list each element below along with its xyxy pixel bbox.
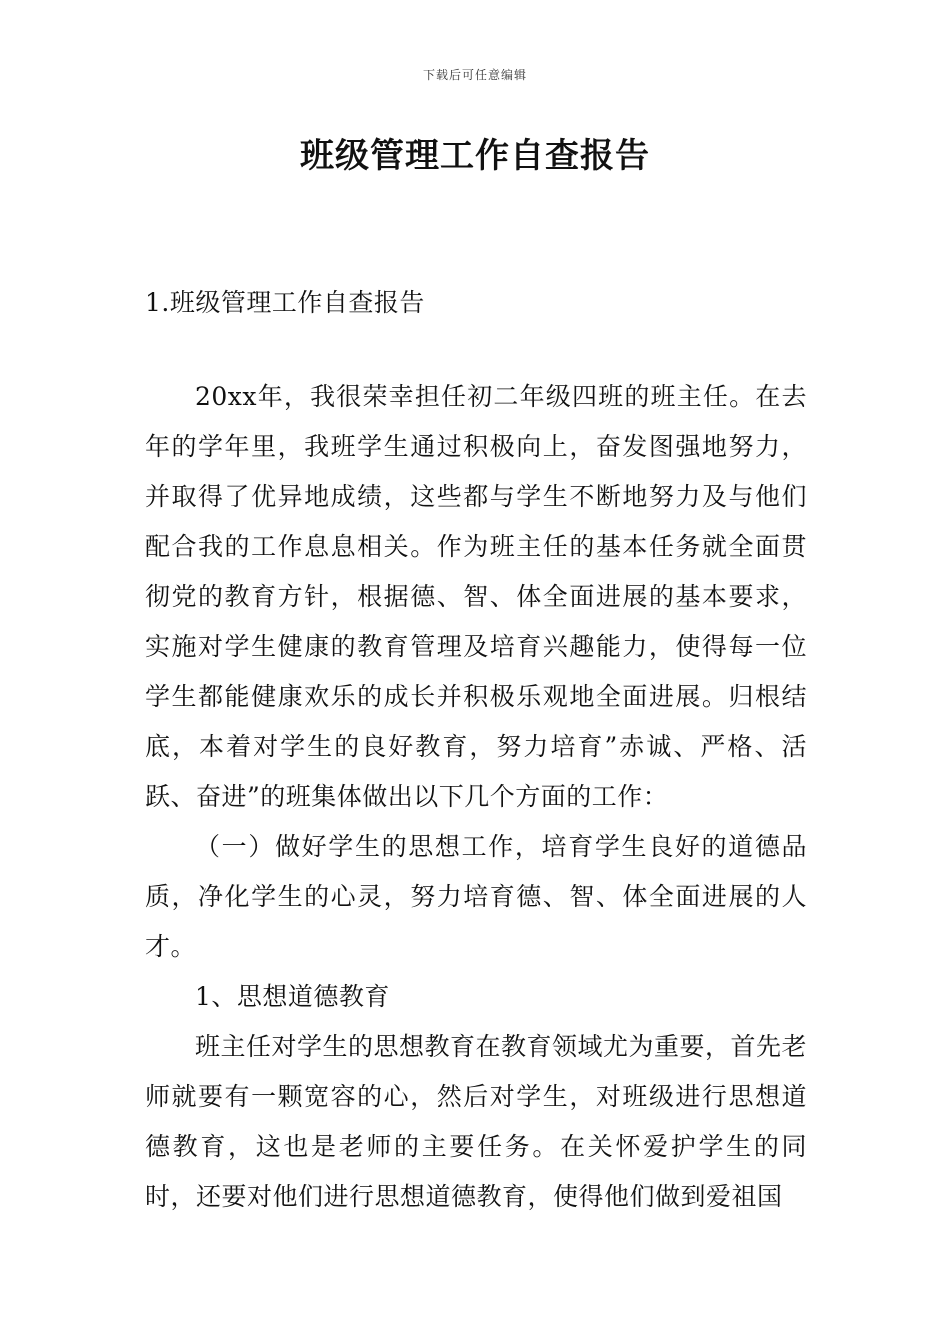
document-title: 班级管理工作自查报告 xyxy=(300,136,650,176)
paragraph-moral-education: 班主任对学生的思想教育在教育领域尤为重要，首先老师就要有一颗宽容的心，然后对学生，对班级进行思想道德教育，这也是老师的主要任务。在关怀爱护学生的同时，还要对他们进行思想道德教育，使得他们做到爱祖国 xyxy=(145,1032,808,1211)
paragraph-item-one: （一）做好学生的思想工作，培育学生良好的道德品质，净化学生的心灵，努力培育德、智、体全面进展的人才。 xyxy=(145,832,807,961)
header-note: 下载后可任意编辑 xyxy=(422,68,527,82)
document-body xyxy=(145,372,807,1222)
section-heading: 1.班级管理工作自查报告 xyxy=(145,288,425,317)
paragraph-intro: 20xx年，我很荣幸担任初二年级四班的班主任。在去年的学年里，我班学生通过积极向上，奋发图强地努力，并取得了优异地成绩，这些都与学生不断地努力及与他们配合我的工作息息相关。作为班主任的基本任务就全面贯彻党的教育方针，根据德、智、体全面进展的基本要求，实施对学生健康的教育管理及培育兴趣能力，使得每一位学生都能健康欢乐的成长并积极乐观地全面进展。归根结底，本着对学生的良好教育，努力培育”赤诚、严格、活跃、奋进”的班集体做出以下几个方面的工作： xyxy=(145,382,807,811)
subheading-moral-education: 1、思想道德教育 xyxy=(195,982,390,1011)
